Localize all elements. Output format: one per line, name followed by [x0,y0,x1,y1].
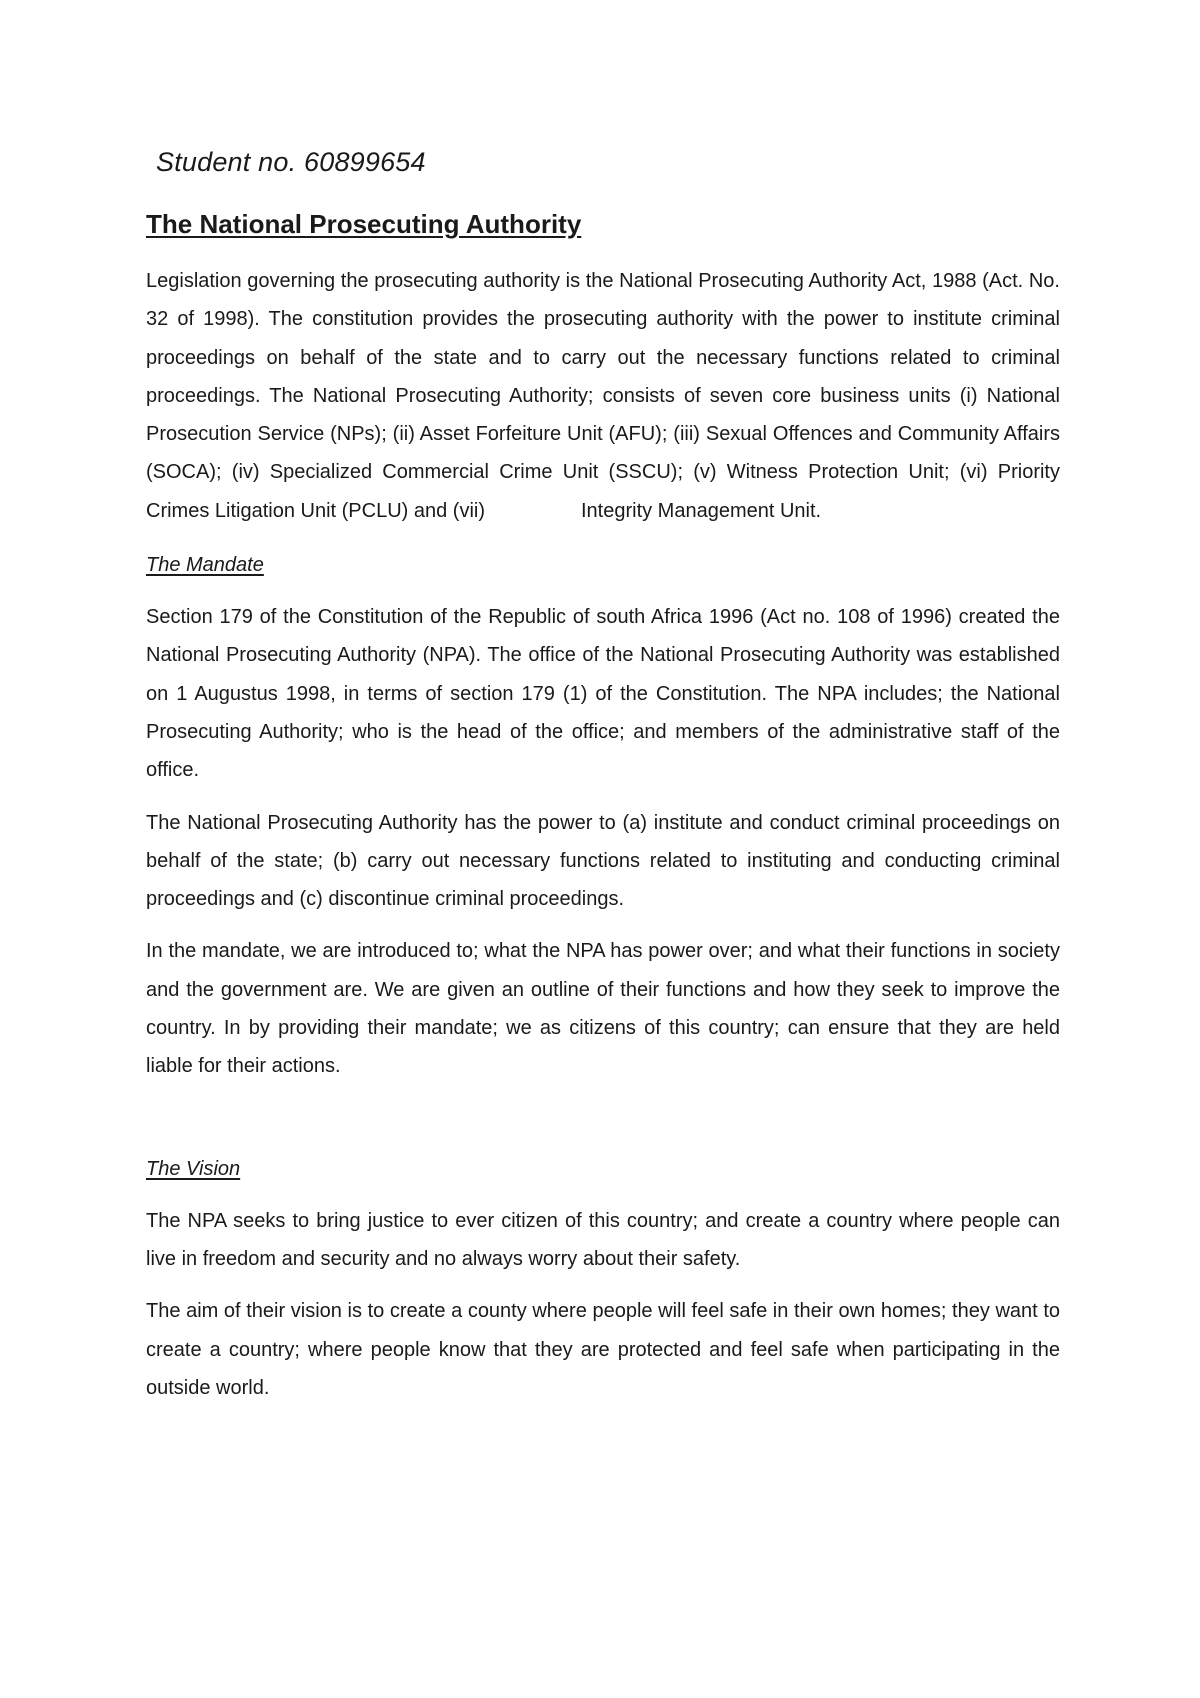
vision-heading: The Vision [146,1157,241,1180]
document-body [146,144,1060,1407]
document-title: The National Prosecuting Authority [146,209,582,239]
mandate-paragraph: The National Prosecuting Authority has the power to (a) institute and conduct criminal proceedings on behalf of the state; (b) carry out necessary functions related to instituting and conducting criminal proceedings and (c) discontinue criminal proceedings. [146,811,1060,911]
intro-paragraph [146,262,1060,530]
student-number: Student no. 60899654 [156,147,426,177]
vision-paragraph: The NPA seeks to bring justice to ever citizen of this country; and create a country where people can live in freedom and security and no always worry about their safety. [146,1209,1060,1270]
vision-paragraph: The aim of their vision is to create a county where people will feel safe in their own homes; they want to create a country; where people know that they are protected and feel safe when participating in the outside world. [146,1300,1060,1399]
intro-paragraph-continuation: Integrity Management Unit. [580,499,822,522]
mandate-paragraph: Section 179 of the Constitution of the Republic of south Africa 1996 (Act no. 108 of 1996) created the National Prosecuting Authority (NPA). The office of the National Prosecuting Authority was established on 1 Augustus 1998, in terms of section 179 (1) of the Constitution. The NPA includes; the National Prosecuting Authority; who is the head of the office; and members of the administrative staff of the office. [146,606,1060,782]
mandate-heading: The Mandate [146,554,264,577]
mandate-paragraph: In the mandate, we are introduced to; what the NPA has power over; and what their functions in society and the government are. We are given an outline of their functions and how they seek to improve the country. In by providing their mandate; we as citizens of this country; can ensure that they are held liable for their actions. [146,940,1060,1078]
intro-paragraph-text: Legislation governing the prosecuting authority is the National Prosecuting Authority Act, 1988 (Act. No. 32 of 1998). The constitution provides the prosecuting authority with the power to institute criminal proceedings on behalf of the state and to carry out the necessary functions related to criminal proceedings. The National Prosecuting Authority; consists of seven core business units (i) National Prosecution Service (NPs); (ii) Asset Forfeiture Unit (AFU); (iii) Sexual Offences and Community Affairs (SOCA); (iv) Specialized Commercial Crime Unit (SSCU); (v) Witness Protection Unit; (vi) Priority Crimes Litigation Unit (PCLU) and (vii) [146,270,1060,522]
